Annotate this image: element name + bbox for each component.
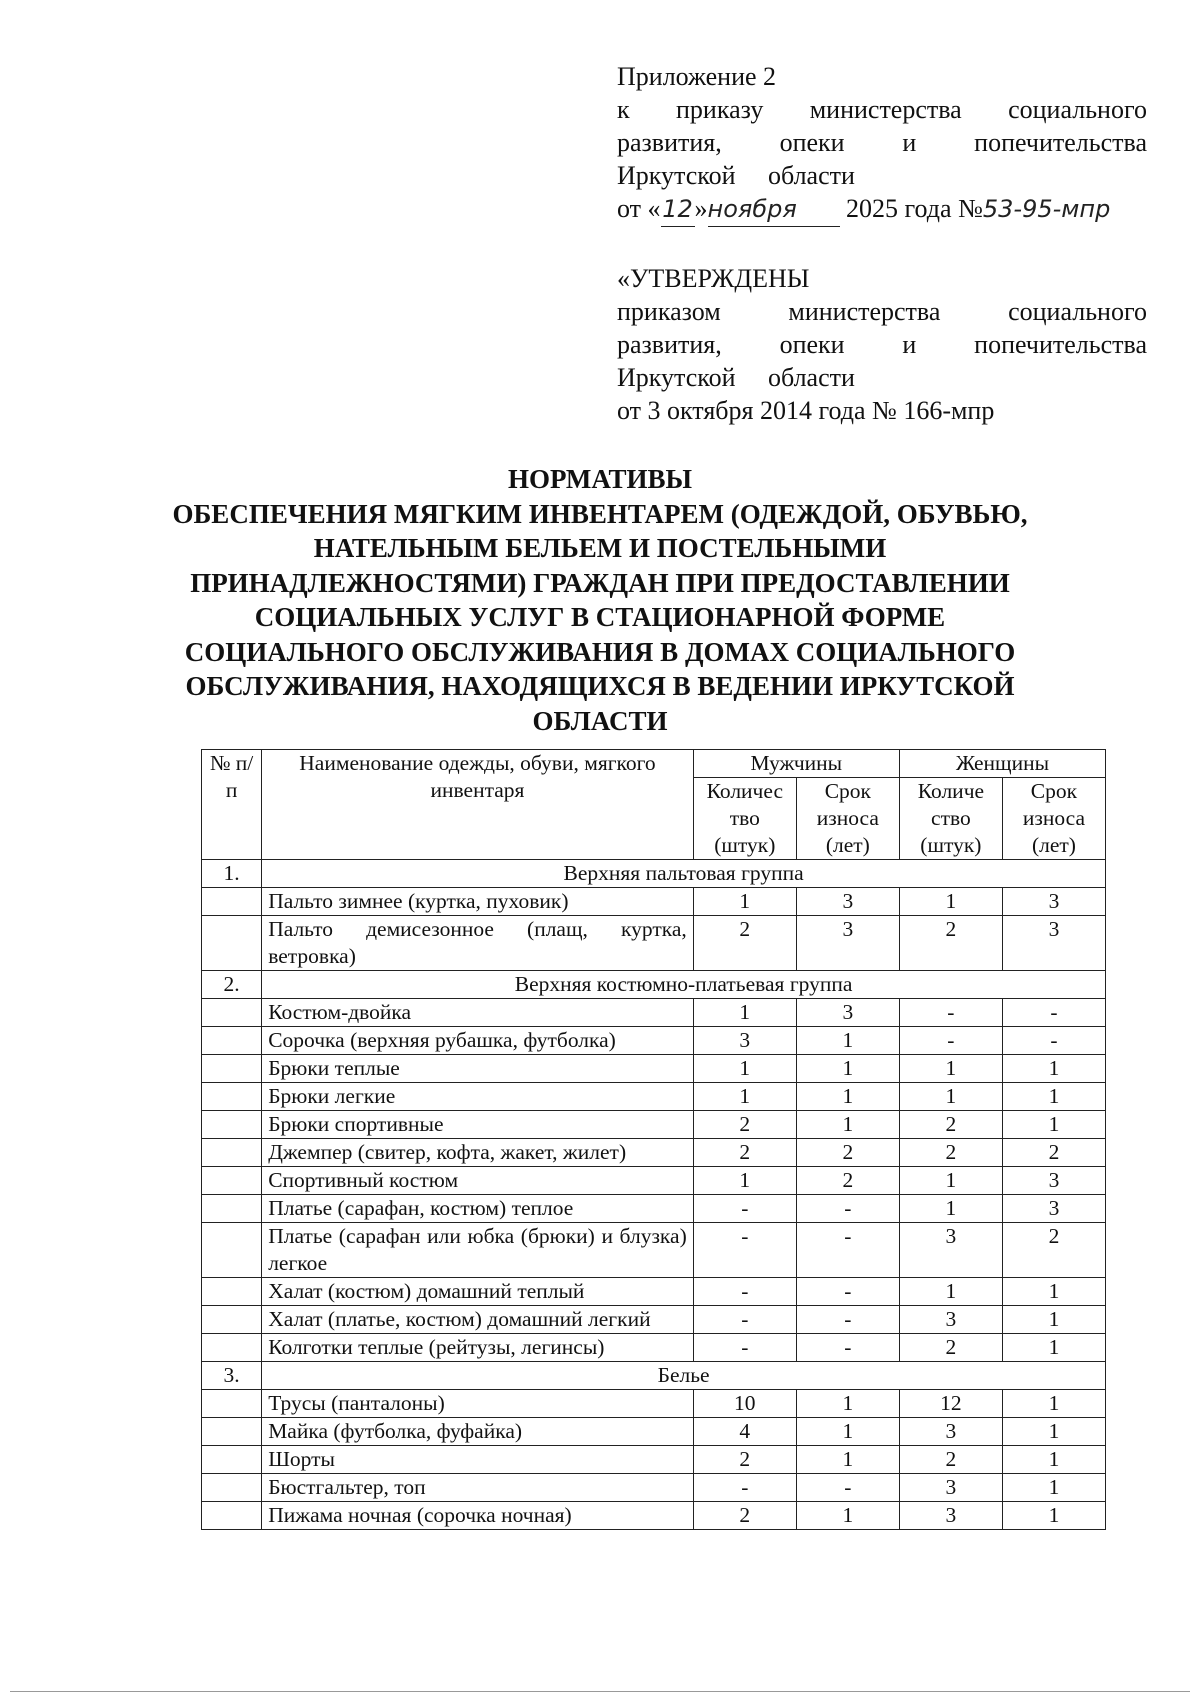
handwritten-order-number: 53-95-мпр (982, 195, 1111, 223)
norms-table-body (202, 860, 1106, 1530)
approved-word: опеки (779, 330, 845, 359)
table-row (202, 1055, 1106, 1083)
title-line: НАТЕЛЬНЫМ БЕЛЬЕМ И ПОСТЕЛЬНЫМИ (313, 533, 887, 563)
row-number-cell (202, 1418, 262, 1446)
appendix-word: опеки (779, 128, 845, 157)
approved-word: министерства (788, 297, 941, 326)
men-wear-term: 2 (796, 1167, 899, 1195)
row-number-cell (202, 888, 262, 916)
approved-word: Иркутской (617, 363, 736, 392)
men-quantity: - (693, 1223, 796, 1278)
group-title: Белье (262, 1362, 1106, 1390)
table-row (202, 1390, 1106, 1418)
appendix-word: Иркутской (617, 161, 736, 190)
women-wear-term: 1 (1002, 1306, 1105, 1334)
women-wear-term: - (1002, 1027, 1105, 1055)
men-quantity: 3 (693, 1027, 796, 1055)
item-name: Халат (платье, костюм) домашний легкий (262, 1306, 694, 1334)
women-wear-term: 1 (1002, 1446, 1105, 1474)
row-number-cell (202, 1055, 262, 1083)
row-number-cell (202, 1195, 262, 1223)
item-name: Брюки легкие (262, 1083, 694, 1111)
women-wear-term: - (1002, 999, 1105, 1027)
men-quantity: 2 (693, 1139, 796, 1167)
men-wear-term: - (796, 1223, 899, 1278)
men-wear-term: 1 (796, 1111, 899, 1139)
men-quantity: 1 (693, 1167, 796, 1195)
header-men-qty: Количес тво (штук) (693, 778, 796, 860)
table-row (202, 1418, 1106, 1446)
women-quantity: 3 (899, 1418, 1002, 1446)
men-wear-term: 1 (796, 1446, 899, 1474)
men-quantity: 1 (693, 888, 796, 916)
date-year: 2025 года № (846, 194, 983, 223)
title-line: ОБСЛУЖИВАНИЯ, НАХОДЯЩИХСЯ В ВЕДЕНИИ ИРКУТСКОЙ (185, 671, 1015, 701)
women-quantity: 2 (899, 1111, 1002, 1139)
men-quantity: 4 (693, 1418, 796, 1446)
norms-table (201, 749, 1106, 1530)
approved-word: области (768, 363, 855, 392)
item-name: Брюки спортивные (262, 1111, 694, 1139)
approved-word: попечительства (974, 330, 1147, 359)
men-wear-term: 3 (796, 916, 899, 971)
women-wear-term: 2 (1002, 1223, 1105, 1278)
women-wear-term: 1 (1002, 1474, 1105, 1502)
women-quantity: 1 (899, 1195, 1002, 1223)
group-title: Верхняя костюмно-платьевая группа (262, 971, 1106, 999)
approved-label: «УТВЕРЖДЕНЫ (617, 264, 810, 293)
table-row (202, 1139, 1106, 1167)
header-men: Мужчины (693, 750, 899, 778)
women-quantity: - (899, 999, 1002, 1027)
row-number-cell (202, 1502, 262, 1530)
approved-word: приказом (617, 297, 721, 326)
item-name: Пальто демисезонное (плащ, куртка, ветровка) (262, 916, 694, 971)
men-wear-term: - (796, 1474, 899, 1502)
row-number-cell (202, 1111, 262, 1139)
women-quantity: 1 (899, 888, 1002, 916)
men-quantity: - (693, 1334, 796, 1362)
women-wear-term: 1 (1002, 1055, 1105, 1083)
men-quantity: - (693, 1278, 796, 1306)
women-quantity: 1 (899, 1278, 1002, 1306)
header-name: Наименование одежды, обуви, мягкого инвентаря (262, 750, 694, 860)
item-name: Шорты (262, 1446, 694, 1474)
women-quantity: 1 (899, 1083, 1002, 1111)
men-wear-term: - (796, 1278, 899, 1306)
women-quantity: 2 (899, 1334, 1002, 1362)
women-wear-term: 1 (1002, 1390, 1105, 1418)
item-name: Платье (сарафан или юбка (брюки) и блузка) легкое (262, 1223, 694, 1278)
men-wear-term: 1 (796, 1083, 899, 1111)
item-name: Халат (костюм) домашний теплый (262, 1278, 694, 1306)
item-name: Спортивный костюм (262, 1167, 694, 1195)
date-prefix: от « (617, 194, 661, 223)
approved-word: социального (1008, 297, 1147, 326)
appendix-header (617, 60, 1147, 227)
group-number: 3. (202, 1362, 262, 1390)
women-wear-term: 1 (1002, 1418, 1105, 1446)
header-men-term: Срок износа (лет) (796, 778, 899, 860)
men-wear-term: - (796, 1334, 899, 1362)
women-quantity: 3 (899, 1502, 1002, 1530)
table-row (202, 1306, 1106, 1334)
men-quantity: - (693, 1306, 796, 1334)
handwritten-day: 12 (661, 193, 695, 227)
appendix-word: попечительства (974, 128, 1147, 157)
men-quantity: 1 (693, 999, 796, 1027)
table-row (202, 1167, 1106, 1195)
title-line: ПРИНАДЛЕЖНОСТЯМИ) ГРАЖДАН ПРИ ПРЕДОСТАВЛЕНИИ (190, 567, 1010, 598)
header-num: № п/п (202, 750, 262, 860)
table-row (202, 999, 1106, 1027)
table-row (202, 1027, 1106, 1055)
appendix-line-1 (617, 93, 1147, 126)
title-line: СОЦИАЛЬНЫХ УСЛУГ В СТАЦИОНАРНОЙ ФОРМЕ (254, 602, 946, 632)
men-quantity: - (693, 1474, 796, 1502)
men-wear-term: 3 (796, 888, 899, 916)
men-wear-term: 1 (796, 1502, 899, 1530)
women-quantity: 1 (899, 1167, 1002, 1195)
women-quantity: 2 (899, 1139, 1002, 1167)
appendix-word: и (902, 128, 917, 157)
men-wear-term: - (796, 1195, 899, 1223)
item-name: Пижама ночная (сорочка ночная) (262, 1502, 694, 1530)
men-wear-term: 1 (796, 1390, 899, 1418)
table-row (202, 1446, 1106, 1474)
table-row (202, 1223, 1106, 1278)
table-row (202, 916, 1106, 971)
women-quantity: - (899, 1027, 1002, 1055)
title-line: СОЦИАЛЬНОГО ОБСЛУЖИВАНИЯ В ДОМАХ СОЦИАЛЬНОГО (184, 636, 1016, 667)
appendix-label: Приложение 2 (617, 62, 777, 91)
group-number: 2. (202, 971, 262, 999)
men-wear-term: 1 (796, 1027, 899, 1055)
appendix-word: министерства (809, 95, 962, 124)
row-number-cell (202, 1306, 262, 1334)
women-wear-term: 3 (1002, 916, 1105, 971)
item-name: Костюм-двойка (262, 999, 694, 1027)
men-wear-term: 1 (796, 1418, 899, 1446)
page-bottom-rule (10, 1691, 1190, 1692)
appendix-line-3 (617, 159, 1147, 192)
women-wear-term: 3 (1002, 1195, 1105, 1223)
title-line: НОРМАТИВЫ (507, 464, 693, 494)
row-number-cell (202, 1390, 262, 1418)
appendix-line-2 (617, 126, 1147, 159)
row-number-cell (202, 916, 262, 971)
men-quantity: 10 (693, 1390, 796, 1418)
men-wear-term: 2 (796, 1139, 899, 1167)
approved-line-1 (617, 295, 1147, 328)
item-name: Майка (футболка, фуфайка) (262, 1418, 694, 1446)
men-wear-term: 3 (796, 999, 899, 1027)
men-quantity: 2 (693, 1502, 796, 1530)
women-quantity: 3 (899, 1306, 1002, 1334)
table-group-row (202, 860, 1106, 888)
appendix-date-line (617, 192, 1147, 227)
women-quantity: 3 (899, 1474, 1002, 1502)
row-number-cell (202, 1027, 262, 1055)
row-number-cell (202, 1334, 262, 1362)
approved-word: развития, (617, 330, 722, 359)
date-mid: » (694, 194, 708, 223)
row-number-cell (202, 1167, 262, 1195)
item-name: Трусы (панталоны) (262, 1390, 694, 1418)
men-quantity: 2 (693, 1446, 796, 1474)
title-line: ОБЕСПЕЧЕНИЯ МЯГКИМ ИНВЕНТАРЕМ (ОДЕЖДОЙ, ОБУВЬЮ, (172, 498, 1028, 529)
row-number-cell (202, 1446, 262, 1474)
row-number-cell (202, 1223, 262, 1278)
table-row (202, 1083, 1106, 1111)
table-row (202, 1278, 1106, 1306)
approved-line-2 (617, 328, 1147, 361)
approved-line-3 (617, 361, 1147, 394)
row-number-cell (202, 1474, 262, 1502)
women-quantity: 2 (899, 916, 1002, 971)
table-row (202, 888, 1106, 916)
women-wear-term: 1 (1002, 1111, 1105, 1139)
women-quantity: 2 (899, 1446, 1002, 1474)
group-title: Верхняя пальтовая группа (262, 860, 1106, 888)
women-wear-term: 2 (1002, 1139, 1105, 1167)
table-group-row (202, 1362, 1106, 1390)
row-number-cell (202, 1139, 262, 1167)
title-line: ОБЛАСТИ (532, 705, 668, 736)
item-name: Колготки теплые (рейтузы, легинсы) (262, 1334, 694, 1362)
item-name: Платье (сарафан, костюм) теплое (262, 1195, 694, 1223)
men-wear-term: 1 (796, 1055, 899, 1083)
approved-word: и (902, 330, 917, 359)
women-wear-term: 1 (1002, 1083, 1105, 1111)
women-quantity: 3 (899, 1223, 1002, 1278)
women-wear-term: 1 (1002, 1334, 1105, 1362)
table-row (202, 1195, 1106, 1223)
item-name: Сорочка (верхняя рубашка, футболка) (262, 1027, 694, 1055)
table-group-row (202, 971, 1106, 999)
appendix-word: приказу (676, 95, 764, 124)
men-quantity: - (693, 1195, 796, 1223)
men-quantity: 1 (693, 1083, 796, 1111)
item-name: Бюстгальтер, топ (262, 1474, 694, 1502)
women-wear-term: 3 (1002, 888, 1105, 916)
men-quantity: 1 (693, 1055, 796, 1083)
handwritten-month: ноября (708, 193, 840, 227)
header-women-qty: Количе ство (штук) (899, 778, 1002, 860)
women-wear-term: 1 (1002, 1278, 1105, 1306)
table-row (202, 1111, 1106, 1139)
row-number-cell (202, 1083, 262, 1111)
table-row (202, 1502, 1106, 1530)
women-quantity: 1 (899, 1055, 1002, 1083)
group-number: 1. (202, 860, 262, 888)
appendix-word: социального (1008, 95, 1147, 124)
women-wear-term: 3 (1002, 1167, 1105, 1195)
men-quantity: 2 (693, 1111, 796, 1139)
item-name: Брюки теплые (262, 1055, 694, 1083)
appendix-word: области (768, 161, 855, 190)
document-title (150, 462, 1050, 738)
row-number-cell (202, 1278, 262, 1306)
header-women: Женщины (899, 750, 1105, 778)
table-row (202, 1474, 1106, 1502)
approved-date-line: от 3 октября 2014 года № 166-мпр (617, 396, 995, 425)
men-wear-term: - (796, 1306, 899, 1334)
table-row (202, 1334, 1106, 1362)
item-name: Пальто зимнее (куртка, пуховик) (262, 888, 694, 916)
appendix-word: развития, (617, 128, 722, 157)
row-number-cell (202, 999, 262, 1027)
men-quantity: 2 (693, 916, 796, 971)
item-name: Джемпер (свитер, кофта, жакет, жилет) (262, 1139, 694, 1167)
women-wear-term: 1 (1002, 1502, 1105, 1530)
appendix-word: к (617, 95, 630, 124)
header-women-term: Срок износа (лет) (1002, 778, 1105, 860)
women-quantity: 12 (899, 1390, 1002, 1418)
approved-header (617, 262, 1147, 427)
